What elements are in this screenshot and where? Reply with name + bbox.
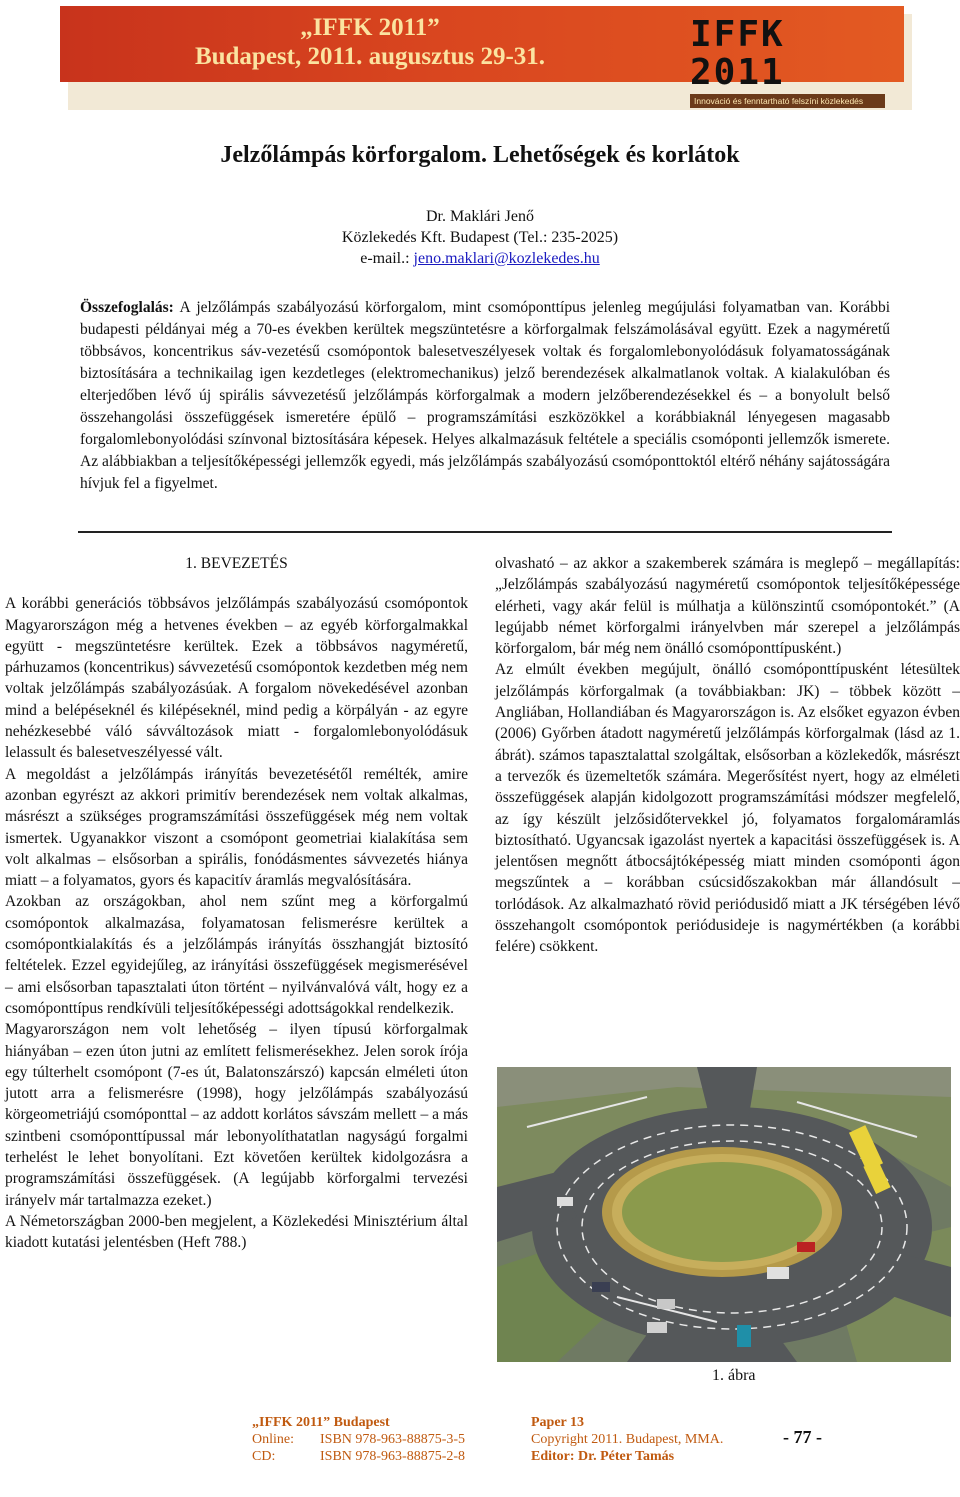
paper-title: Jelzőlámpás körforgalom. Lehetőségek és korlátok bbox=[220, 142, 740, 168]
abstract-divider bbox=[78, 531, 892, 533]
footer-conference: „IFFK 2011” Budapest bbox=[252, 1415, 390, 1430]
conference-name: „IFFK 2011” bbox=[300, 14, 440, 41]
right-column bbox=[495, 553, 960, 958]
footer-copyright: Copyright 2011. Budapest, MMA. bbox=[531, 1432, 724, 1447]
roundabout-aerial-photo bbox=[497, 1067, 951, 1362]
abstract-text: A jelzőlámpás szabályozású körforgalom, mint csomóponttípus jelenleg megújulási folyamatban van. Korábbi budapesti példányai még a 70-es években kerültek megszüntetésre a körforgalmak felszámolásával együtt. Ezek a nagyméretű többsávos, koncentrikus sáv-vezetésű csomópontok balesetveszélyesek voltak és forgalomlebonyolódásuk folyamatosságának biztosítására a technikailag igen kezdetleges (elektromechanikus) jelző berendezések alkalmatlanok voltak. A kialakulóban és elterjedőben lévő új spirális sávvezetésű jelzőlámpás körforgalmak a modern jelzőberendezésekkel és – a bonyolult belső összehangolási összefüggések ismeretére épülő – programszámítási eszközökkel a korábbiaknál lényegesen magasabb forgalomlebonyolódási színvonal biztosítására képesek. Helyes alkalmazásuk feltétele a speciális csomóponti jellemzők ismerete. Az alábbiakban a teljesítőképességi jellemzők egyedi, más jelzőlámpás szabályozású csomóponttoktól eltérő néhány sajátosságára hívjuk fel a figyelmet. bbox=[80, 299, 890, 492]
author-name: Dr. Maklári Jenő bbox=[426, 208, 534, 225]
conference-date: Budapest, 2011. augusztus 29-31. bbox=[194, 43, 546, 70]
footer-online-isbn: ISBN 978-963-88875-3-5 bbox=[320, 1432, 466, 1447]
footer-cd-isbn: ISBN 978-963-88875-2-8 bbox=[320, 1449, 466, 1464]
logo-text: IFFK 2011 bbox=[690, 14, 785, 93]
paragraph: Magyarországon nem volt lehetőség – ilyen típusú körforgalmak hiányában – ezen úton jutni az említett felismerésekhez. Jelen sorok írója egy túlterhelt csomópont (7-es út, Balatonszárszó) kapcsán elméleti úton jutott arra a felismerésre (1998), hogy jelzőlámpás szabályozású körgeometriájú csomóponttal – az addott korlátos sávszám mellett – a más szintbeni csomóponttípussal már lebonyolíthatatlan nagyságú forgalmi terhelést le lehet bonyolítani. Ezt követően kerültek kidolgozásra a programszámítási összefüggések. (A legújabb körforgalmi tervezési irányelv már tartalmazza ezeket.) bbox=[5, 1021, 468, 1209]
footer-cd-label: CD: bbox=[252, 1449, 276, 1464]
email-link[interactable]: jeno.maklari@kozlekedes.hu bbox=[413, 250, 600, 267]
left-column bbox=[5, 553, 468, 1254]
author-block bbox=[0, 206, 960, 269]
section-heading: 1. BEVEZETÉS bbox=[185, 555, 288, 572]
paragraph: olvasható – az akkor a szakemberek számára is meglepő – megállapítás: „Jelzőlámpás szabályozású nagyméretű csomópontok teljesítőképessége elérheti, vagy akár felül is múlhatja a különszintű csomópontokét.” (A legújabb német körforgalmi irányelvben már szerepel a jelzőlámpás körforgalom, bár még nem önálló csomóponttípusként.) bbox=[495, 555, 960, 658]
figure-caption: 1. ábra bbox=[712, 1367, 756, 1384]
paragraph: A megoldást a jelzőlámpás irányítás bevezetésétől remélték, amire azonban egyrészt az akkori primitív berendezések nem voltak alkalmas, másrészt a szükséges programszámítási összefüggések még nem voltak ismertek. Ugyanakkor viszont a csomópont geometriai kialakítása sem volt alkalmas – elsősorban a spirális, fonódásmentes sávvezetés hiánya miatt – a folyamatos, gyors és kapacitív áramlás megvalósítására. bbox=[5, 765, 468, 890]
page-number: - 77 - bbox=[783, 1427, 822, 1447]
logo-subtitle: Innováció és fenntartható felszíni közlekedés bbox=[690, 94, 885, 108]
footer-paper-number: Paper 13 bbox=[531, 1415, 585, 1430]
footer-online-label: Online: bbox=[252, 1432, 294, 1447]
page-footer bbox=[0, 1405, 960, 1465]
paragraph: Azokban az országokban, ahol nem szűnt meg a körforgalmú csomópontok alkalmazása, folyamatosan felismerésre kerültek a csomópontkialakítás és a jelzőlámpás irányítás összhangját biztosító feltételek. Ezzel egyidejűleg, az irányítási összefüggések megismerésével – ami elsősorban tapasztalati úton történt – nyilvánvalóvá vált, hogy ez a csomóponttípus rendkívüli teljesítőképességi adottságokkal rendelkezik. bbox=[5, 893, 468, 1017]
paragraph: A Németországban 2000-ben megjelent, a Közlekedési Minisztérium által kiadott kutatási jelentésben (Heft 788.) bbox=[5, 1212, 468, 1252]
author-affiliation: Közlekedés Kft. Budapest (Tel.: 235-2025) bbox=[341, 229, 619, 246]
abstract-label: Összefoglalás: bbox=[80, 299, 174, 316]
abstract bbox=[80, 297, 890, 495]
iffk-logo bbox=[690, 14, 885, 106]
footer-editor: Editor: Dr. Péter Tamás bbox=[531, 1449, 675, 1464]
author-email-line bbox=[0, 248, 960, 269]
paragraph: A korábbi generációs többsávos jelzőlámpás szabályozású csomópontok Magyarországon még a hetvenes években – az egyéb körforgalmakkal együtt - megszüntetésre kerültek. Ezek a többsávos nagyméretű, párhuzamos (koncentrikus) sávvezetésű csomópontok kezdetben még nem voltak jelzőlámpás szabályozásúak. A forgalom növekedésével azonban mind a belépéseknél és kilépéseknél, mind pedig a körpályán - az egyre nehézkesebbé váló sávváltozások miatt - forgalomlebonyolódásuk lelassult és balesetveszélyessé vált. bbox=[5, 595, 468, 762]
paragraph: Az elmúlt években megújult, önálló csomóponttípusként létesültek jelzőlámpás körforgalmak (a továbbiakban: JK) – többek között – Angliában, Hollandiában és Magyarországon is. Az elsőket egyazon évben (2006) Győrben átadott nagyméretű jelzőlámpás körforgalmak (lásd az 1. ábrát). számos tapasztalattal szolgáltak, elsősorban a közlekedők, másrészt a tervezők és üzemeltetők számára. Megerősítést nyert, hogy az elméleti összefüggések alapján kidolgozott programszámítási módszer megfelelő, az így készült jelzősidőtervekkel jó, folyamatos forgalomáramlás biztosítható. Ugyancsak igazolást nyertek a kapacitási összefüggések is. A jelentősen megnőtt átbocsájtóképesség miatt minden csomóponti ágon megszűntek a – korábban csúcsidőszakokban már állandósult – torlódások. Az alkalmazható rövid periódusidő miatt a JK térségében lévő összehangolt csomópontok periódusideje is nagymértékben (a korábbi felére) csökkent. bbox=[495, 661, 960, 956]
email-prefix: e-mail.: bbox=[360, 250, 414, 267]
conference-heading bbox=[60, 6, 680, 82]
